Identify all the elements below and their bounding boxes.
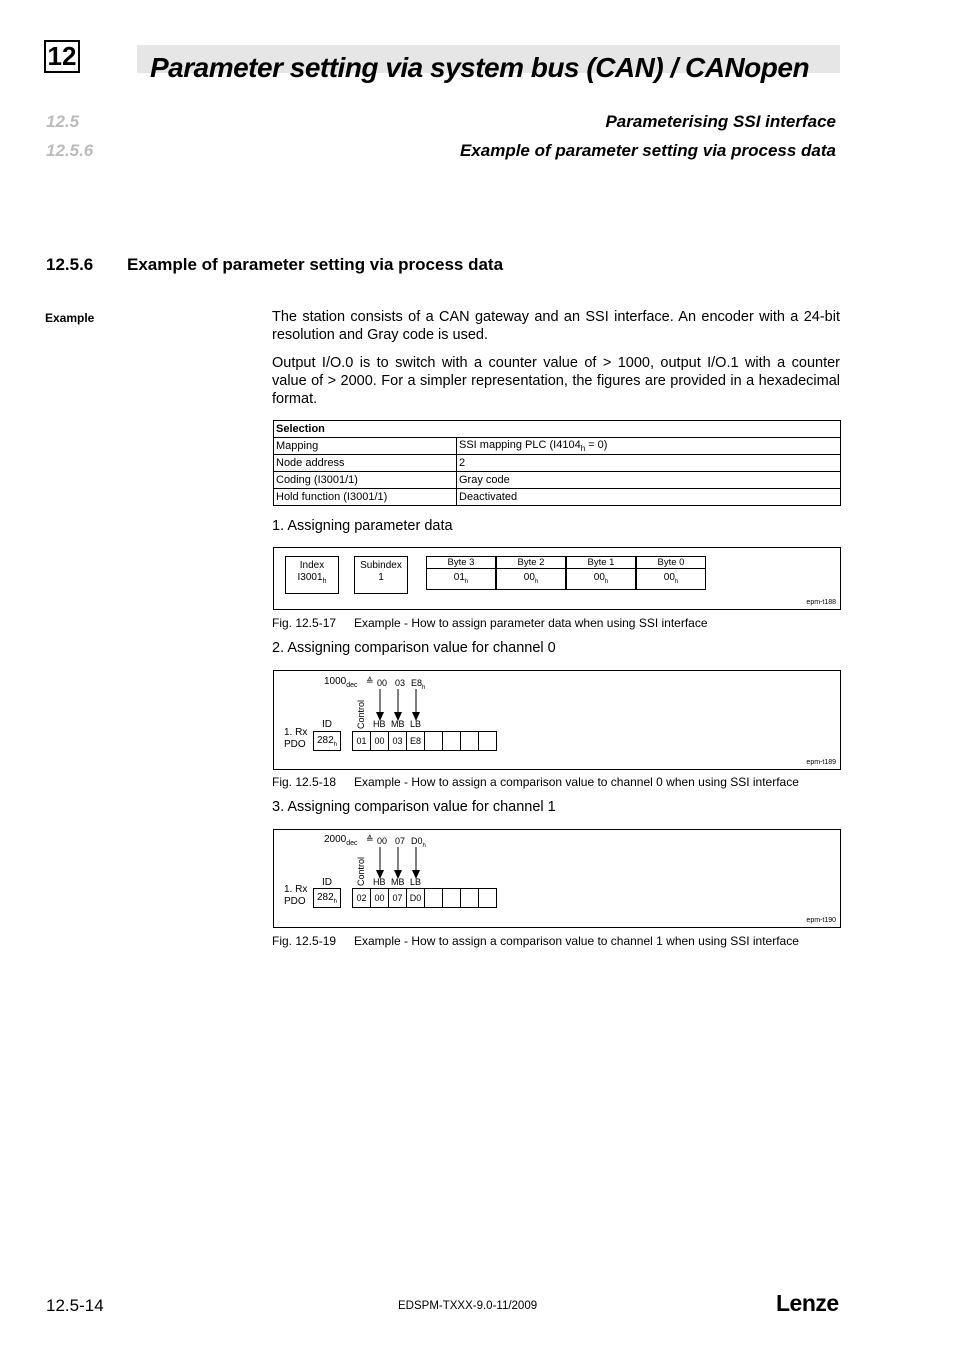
subindex-box <box>354 556 408 594</box>
table-row <box>274 489 841 506</box>
pdo-label: 1. Rx <box>284 884 308 895</box>
hex-part: $E8_h$ <box>411 678 426 691</box>
pdo-cell: 01 <box>352 731 371 751</box>
subindex-label: Subindex <box>360 560 402 571</box>
page-number: 12.5-14 <box>46 1296 104 1315</box>
figure-comparison-channel-1 <box>273 829 841 928</box>
figure-tag: epm-t190 <box>806 917 836 924</box>
table-value: Deactivated <box>457 489 841 506</box>
table-row <box>274 438 841 455</box>
chapter-number: 12 <box>44 40 80 73</box>
paragraph-1: The station consists of a CAN gateway and an SSI interface. An encoder with a 24-bit resolution and Gray code is used. <box>272 309 840 343</box>
arrow-down-icon <box>376 847 384 879</box>
table-key: Hold function (I3001/1) <box>274 489 457 506</box>
id-value: $282_h$ <box>313 888 341 908</box>
pdo-label: PDO <box>284 739 306 750</box>
table-row <box>274 455 841 472</box>
pdo-label: 1. Rx <box>284 727 308 738</box>
pdo-cell <box>424 888 443 908</box>
figure-comparison-channel-0 <box>273 670 841 770</box>
table-key: Coding (I3001/1) <box>274 472 457 489</box>
pdo-cell: 00 <box>370 888 389 908</box>
subsection-title: Parameterising SSI interface <box>605 112 836 131</box>
page-title: Parameter setting via system bus (CAN) / CANopen <box>150 52 810 83</box>
section-title: Example of parameter setting via process data <box>127 255 504 274</box>
table-key: Mapping <box>274 438 457 455</box>
arrow-down-icon <box>394 847 402 879</box>
subsubsection-title: Example of parameter setting via process data <box>459 141 836 160</box>
equivalence-sign: ≙ <box>366 676 374 686</box>
table-value: 2 <box>457 455 841 472</box>
pdo-cell: D0 <box>406 888 425 908</box>
equivalence-sign: ≙ <box>366 834 374 844</box>
hex-part: 00 <box>377 678 388 688</box>
byte-label-hb: HB <box>373 877 386 887</box>
pdo-cell: 07 <box>388 888 407 908</box>
hex-part: $D0_h$ <box>411 836 426 849</box>
section-number: 12.5.6 <box>46 255 94 274</box>
byte-label: Byte 1 <box>566 556 636 569</box>
pdo-cell <box>478 888 497 908</box>
settings-table <box>273 420 841 506</box>
table-value: Gray code <box>457 472 841 489</box>
pdo-label: PDO <box>284 896 306 907</box>
id-value: $282_h$ <box>313 731 341 751</box>
byte-label-mb: MB <box>391 719 405 729</box>
figure-parameter-data <box>273 547 841 610</box>
arrow-down-icon <box>412 847 420 879</box>
byte-label: Byte 3 <box>426 556 496 569</box>
figure-caption: Fig. 12.5-17 Example - How to assign parameter data when using SSI interface <box>272 616 708 630</box>
figure-caption: Fig. 12.5-18 Example - How to assign a comparison value to channel 0 when using SSI interface <box>272 775 799 789</box>
step-2: 2. Assigning comparison value for channel 0 <box>272 640 556 656</box>
lenze-logo: Lenze <box>776 1290 839 1316</box>
table-value: SSI mapping PLC $(I4104_h = 0)$ <box>457 438 841 455</box>
hex-part: 00 <box>377 836 388 846</box>
byte-value: $00_h$ <box>636 567 706 590</box>
step-1: 1. Assigning parameter data <box>272 518 453 534</box>
figure-tag: epm-t189 <box>806 759 836 766</box>
figure-caption: Fig. 12.5-19 Example - How to assign a comparison value to channel 1 when using SSI interface <box>272 934 799 948</box>
arrow-down-icon <box>376 689 384 721</box>
table-key: Node address <box>274 455 457 472</box>
decimal-value: $2000_{dec}$ <box>324 834 358 847</box>
step-3: 3. Assigning comparison value for channel 1 <box>272 799 556 815</box>
byte-value: $01_h$ <box>426 567 496 590</box>
arrow-down-icon <box>394 689 402 721</box>
pdo-cell: 00 <box>370 731 389 751</box>
pdo-cell <box>442 731 461 751</box>
pdo-cell: 03 <box>388 731 407 751</box>
id-label: ID <box>322 719 332 730</box>
table-header: Selection <box>274 421 841 438</box>
figure-tag: epm-t188 <box>806 599 836 606</box>
byte-label-mb: MB <box>391 877 405 887</box>
pdo-cell <box>424 731 443 751</box>
subsubsection-number: 12.5.6 <box>46 141 94 160</box>
document-id: EDSPM-TXXX-9.0-11/2009 <box>398 1300 538 1312</box>
pdo-cell <box>442 888 461 908</box>
byte-label-hb: HB <box>373 719 386 729</box>
table-header-row <box>274 421 841 438</box>
byte-label-lb: LB <box>410 877 422 887</box>
byte-value: $00_h$ <box>566 567 636 590</box>
byte-label-lb: LB <box>410 719 422 729</box>
margin-label: Example <box>45 311 95 325</box>
index-value: $I3001_h$ <box>297 572 327 585</box>
id-label: ID <box>322 877 332 888</box>
paragraph-2: Output I/O.0 is to switch with a counter value of > 1000, output I/O.1 with a counter value of > 2000. For a simpler representation, the figures are provided in a hexadecimal format. <box>272 355 840 407</box>
subsection-number: 12.5 <box>46 112 80 131</box>
subindex-value: 1 <box>378 572 384 583</box>
pdo-cell: E8 <box>406 731 425 751</box>
arrow-down-icon <box>412 689 420 721</box>
pdo-cell <box>460 888 479 908</box>
control-label: Control <box>356 699 366 729</box>
byte-label: Byte 0 <box>636 556 706 569</box>
byte-value: $00_h$ <box>496 567 566 590</box>
index-label: Index <box>299 560 325 571</box>
byte-label: Byte 2 <box>496 556 566 569</box>
hex-part: 07 <box>395 836 406 846</box>
hex-part: 03 <box>395 678 406 688</box>
pdo-cell <box>460 731 479 751</box>
index-box <box>285 556 339 594</box>
control-label: Control <box>356 856 366 886</box>
pdo-cell <box>478 731 497 751</box>
pdo-cell: 02 <box>352 888 371 908</box>
decimal-value: $1000_{dec}$ <box>324 676 358 689</box>
section-heading <box>46 255 503 275</box>
table-row <box>274 472 841 489</box>
